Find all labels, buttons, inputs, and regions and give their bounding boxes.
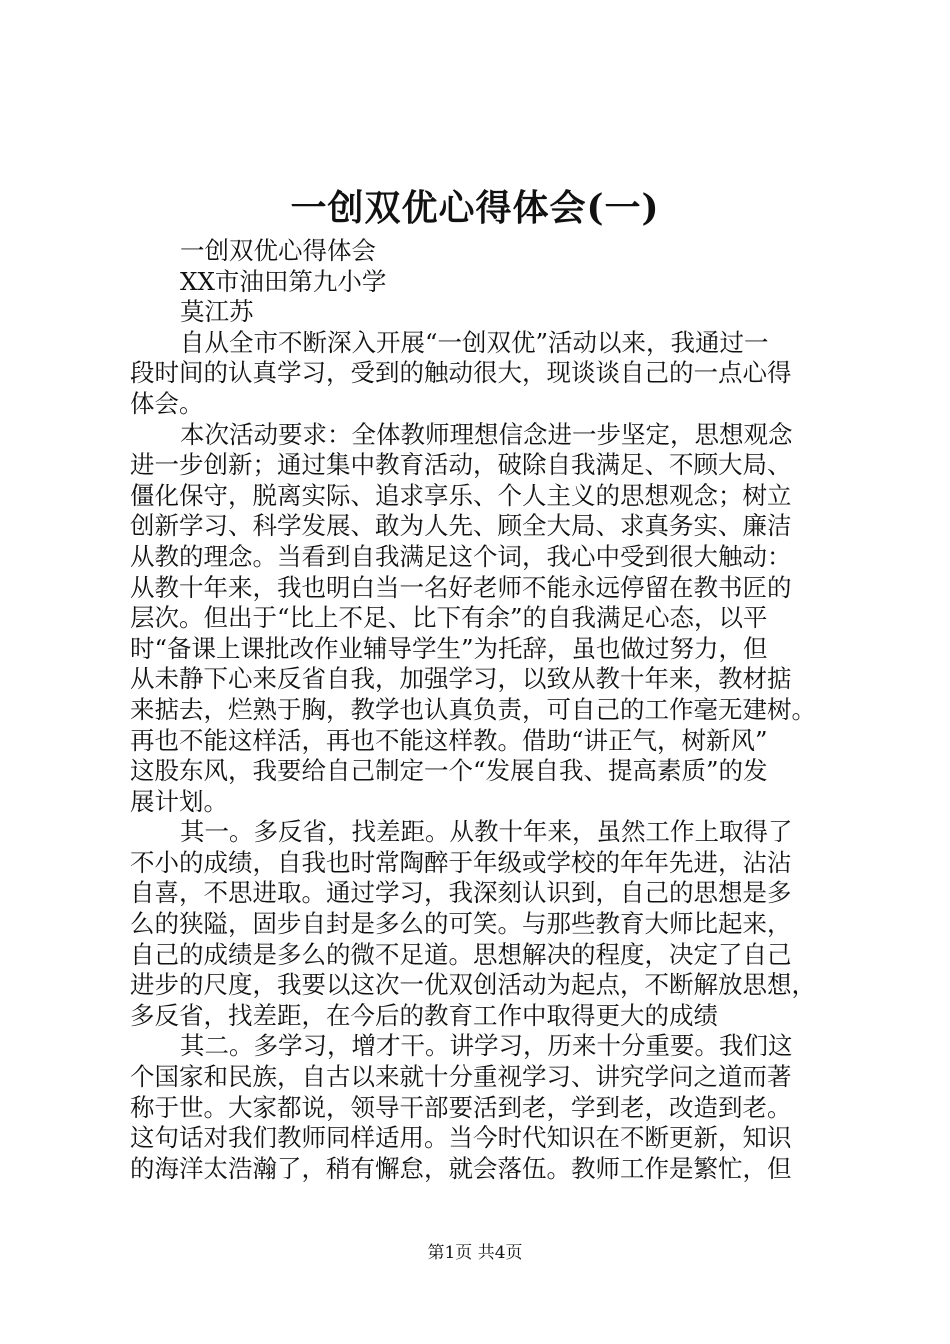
paragraph-line: 不小的成绩，自我也时常陶醉于年级或学校的年年先进，沾沾: [130, 847, 792, 877]
paragraph-intro: [130, 328, 835, 420]
paragraph-line: 么的狭隘，固步自封是多么的可笑。与那些教育大师比起来，: [130, 909, 792, 939]
paragraph-line: 层次。但出于“比上不足、比下有余”的自我满足心态，以平: [130, 603, 768, 633]
paragraph-line: 的海洋太浩瀚了，稍有懈怠，就会落伍。教师工作是繁忙，但: [130, 1153, 792, 1183]
paragraph-line: 从教十年来，我也明白当一名好老师不能永远停留在教书匠的: [130, 572, 792, 602]
paragraph-point-one: [130, 817, 835, 1031]
paragraph-line: 时“备课上课批改作业辅导学生”为托辞，虽也做过努力，但: [130, 633, 768, 663]
paragraph-line: 这句话对我们教师同样适用。当今时代知识在不断更新，知识: [130, 1123, 792, 1153]
paragraph-requirements: [130, 420, 835, 818]
paragraph-point-two: [130, 1031, 835, 1184]
paragraph-line: 称于世。大家都说，领导干部要活到老，学到老，改造到老。: [130, 1092, 792, 1122]
paragraph-line: 进步的尺度，我要以这次一优双创活动为起点，不断解放思想，: [130, 970, 816, 1000]
header-line-author: 莫江苏: [180, 297, 254, 327]
header-line-heading: 一创双优心得体会: [180, 236, 376, 265]
paragraph-line: 从教的理念。当看到自我满足这个词，我心中受到很大触动：: [130, 541, 792, 571]
paragraph-line: 段时间的认真学习，受到的触动很大，现谈谈自己的一点心得: [130, 358, 792, 388]
paragraph-line: 创新学习、科学发展、敢为人先、顾全大局、求真务实、廉洁: [130, 511, 792, 541]
paragraph-line: 僵化保守，脱离实际、追求享乐、个人主义的思想观念；树立: [130, 480, 792, 510]
paragraph-line: 自己的成绩是多么的微不足道。思想解决的程度，决定了自己: [130, 939, 792, 969]
paragraph-line: 其一。多反省，找差距。从教十年来，虽然工作上取得了: [180, 817, 793, 847]
paragraph-line: 本次活动要求：全体教师理想信念进一步坚定，思想观念: [180, 419, 793, 449]
paragraph-line: 这股东风，我要给自己制定一个“发展自我、提高素质”的发: [130, 756, 768, 786]
paragraph-line: 从未静下心来反省自我，加强学习，以致从教十年来，教材掂: [130, 664, 792, 694]
paragraph-line: 自喜，不思进取。通过学习，我深刻认识到，自己的思想是多: [130, 878, 792, 908]
paragraph-line: 展计划。: [130, 786, 228, 816]
paragraph-line: 体会。: [130, 388, 204, 418]
paragraph-line: 个国家和民族，自古以来就十分重视学习、讲究学问之道而著: [130, 1062, 792, 1092]
paragraph-line: 自从全市不断深入开展“一创双优”活动以来，我通过一: [180, 327, 769, 357]
paragraph-line: 多反省，找差距，在今后的教育工作中取得更大的成绩: [130, 1000, 718, 1030]
page-number-footer: 第1页 共4页: [427, 1243, 523, 1263]
document-body: [130, 236, 835, 1184]
paragraph-line: 来掂去，烂熟于胸，教学也认真负责，可自己的工作毫无建树。: [130, 694, 816, 724]
document-title: 一创双优心得体会(一): [290, 187, 660, 229]
paragraph-line: 其二。多学习，增才干。讲学习，历来十分重要。我们这: [180, 1031, 793, 1061]
header-line-school: XX市油田第九小学: [180, 266, 387, 296]
paragraph-line: 再也不能这样活，再也不能这样教。借助“讲正气，树新风”: [130, 725, 768, 755]
paragraph-line: 进一步创新；通过集中教育活动，破除自我满足、不顾大局、: [130, 450, 792, 480]
